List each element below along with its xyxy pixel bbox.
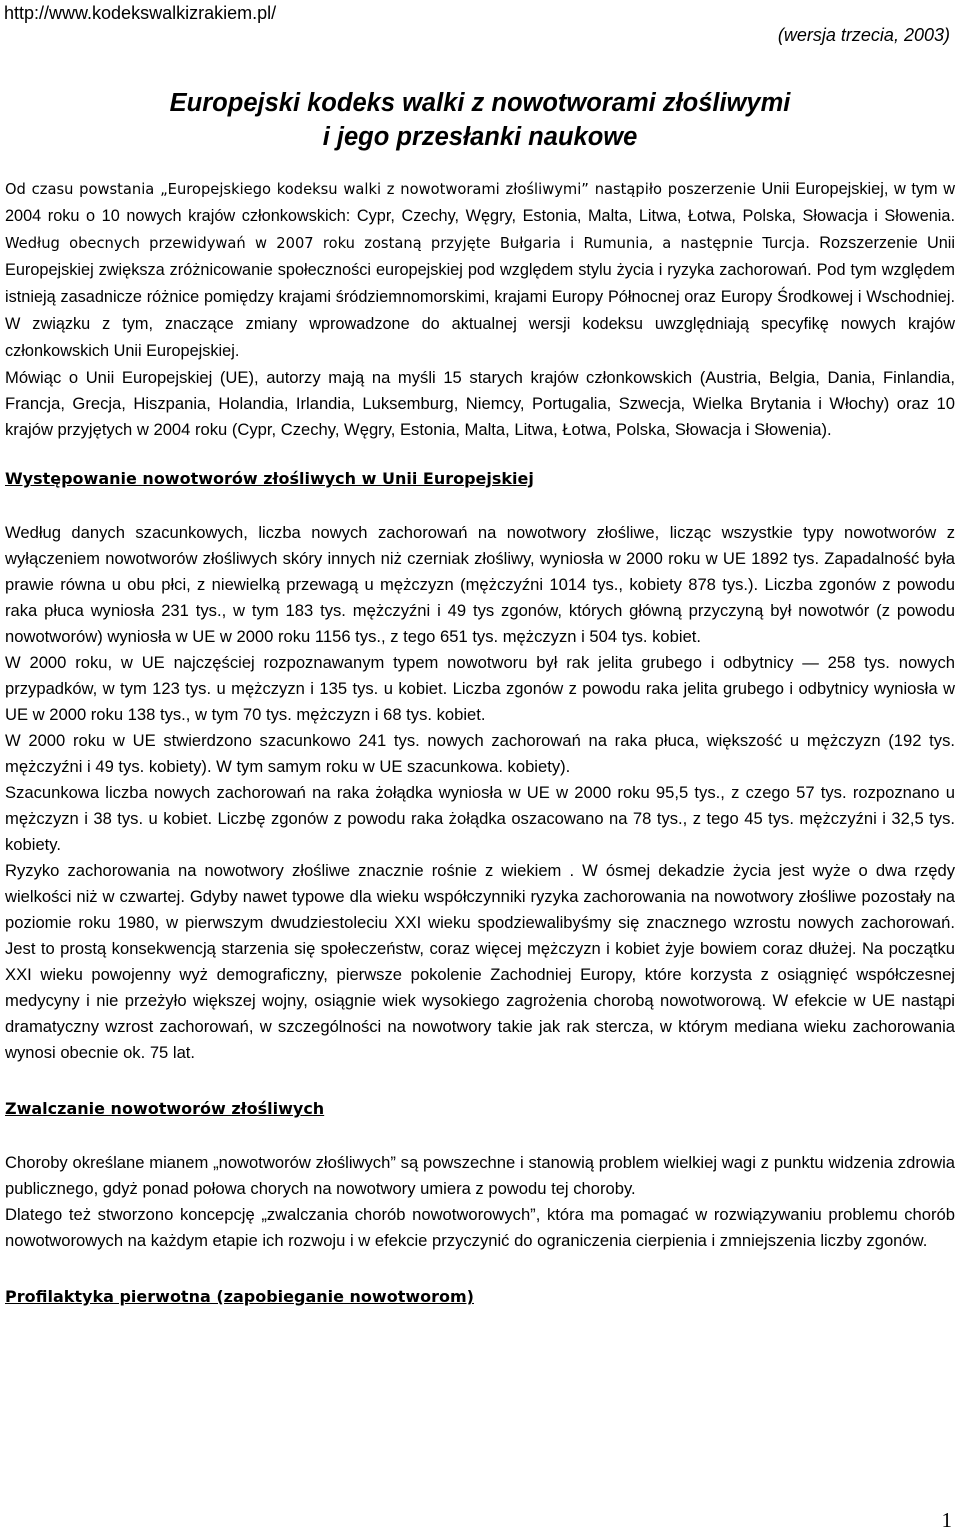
document-title <box>0 86 960 154</box>
spacer <box>5 1122 955 1150</box>
intro-paragraph-eu: Mówiąc o Unii Europejskiej (UE), autorzy mają na myśli 15 starych krajów członkowskich (Austria, Belgia, Dania, Finlandia, Francja, Grecja, Hiszpania, Holandia, Irlandia, Luksemburg, Niemcy, Portugalia, Szwecja, Wielka Brytania i Włochy) oraz 10 krajów przyjętych w 2004 roku (Cypr, Czechy, Węgry, Estonia, Malta, Litwa, Łotwa, Polska, Słowacja i Słowenia). <box>5 368 955 439</box>
spacer <box>5 1254 955 1284</box>
section-heading-occurrence: Występowanie nowotworów złośliwych w Unii Europejskiej <box>5 469 534 488</box>
title-line-2: i jego przesłanki naukowe <box>322 123 638 151</box>
intro-sentence-3: Według obecnych przewidywań w 2007 roku zostaną przyjęte Bułgaria i Rumunia, a następnie Turcja. <box>5 235 810 252</box>
document-body <box>5 176 955 1310</box>
page-number: 1 <box>941 1508 952 1532</box>
occurrence-paragraph-2: W 2000 roku, w UE najczęściej rozpoznawanym typem nowotworu był rak jelita grubego i odbytnicy — 258 tys. nowych przypadków, w tym 123 tys. u mężczyzn i 135 tys. u kobiet. Liczba zgonów z powodu raka jelita grubego i odbytnicy wyniosła w UE w 2000 roku 138 tys., w tym 70 tys. mężczyzn i 68 tys. kobiet. <box>5 653 955 724</box>
occurrence-paragraph-4: Szacunkowa liczba nowych zachorowań na raka żołądka wyniosła w UE w 2000 roku 95,5 tys., z czego 57 tys. rozpoznano u mężczyzn i 38 tys. u kobiet. Liczbę zgonów z powodu raka żołądka oszacowano na 78 tys., z tego 45 tys. mężczyźni i 32,5 tys. kobiety. <box>5 783 955 854</box>
control-paragraph-2: Dlatego też stworzono koncepcję „zwalczania chorób nowotworowych”, która ma pomagać w rozwiązywaniu problemu chorób nowotworowych na każdym etapie ich rozwoju i w efekcie przyczynić do ograniczenia cierpienia i zmniejszenia liczby zgonów. <box>5 1205 955 1250</box>
occurrence-paragraph-5: Ryzyko zachorowania na nowotwory złośliwe znacznie rośnie z wiekiem . W ósmej dekadzie życia jest wyże o dwa rzędy wielkości niż w czwartej. Gdyby nawet typowe dla wieku współczynniki ryzyka zachorowania na nowotwory złośliwe pozostały na poziomie roku 1980, w pierwszym dwudziestoleciu XXI wieku spodziewalibyśmy się znacznego wzrostu nowych zachorowań. Jest to prostą konsekwencją starzenia się społeczeństw, coraz więcej mężczyzn i kobiet żyje bowiem coraz dłużej. Na początku XXI wieku powojenny wyż demograficzny, pierwsze pokolenie Zachodniej Europy, które korzysta z osiągnięć współczesnej medycyny i nie przeżyło większej wojny, osiągnie wiek wysokiego zagrożenia chorobą nowotworową. W efekcie w UE nastąpi dramatyczny wzrost zachorowań, w szczególności na nowotwory takie jak rak stercza, w którym mediana wieku zachorowania wynosi obecnie ok. 75 lat. <box>5 861 955 1062</box>
occurrence-paragraph-1: Według danych szacunkowych, liczba nowych zachorowań na nowotwory złośliwe, licząc wszystkie typy nowotworów z wyłączeniem nowotworów złośliwych skóry innych niż czerniak złośliwy, wyniosła w 2000 roku w UE 1892 tys. Zapadalność była prawie równa u obu płci, z niewielką przewagą u mężczyzn (mężczyźni 1014 tys., kobiety 878 tys.). Liczba zgonów z powodu raka płuca wyniosła 231 tys., w tym 183 tys. mężczyźni i 49 tys zgonów, których główną przyczyną był nowotwór (z powodu nowotworów) wyniosła w UE w 2000 roku 1156 tys., z tego 651 tys. mężczyzn i 504 tys. kobiet. <box>5 523 955 646</box>
source-url[interactable]: http://www.kodekswalkizrakiem.pl/ <box>4 3 277 23</box>
section-heading-prevention: Profilaktyka pierwotna (zapobieganie nowotworom) <box>5 1287 474 1306</box>
intro-sentence-1: Od czasu powstania „Europejskiego kodeksu walki z nowotworami złośliwymi” nastąpiło poszerzenie <box>5 181 756 198</box>
intro-sentence-2: Unii Europejskiej, w tym w 2004 roku o 10 nowych krajów członkowskich: Cypr, Czechy, Węgry, Estonia, Malta, Litwa, Łotwa, Polska, Słowacja i Słowenia. <box>5 180 955 225</box>
occurrence-paragraph-3: W 2000 roku w UE stwierdzono szacunkowo 241 tys. nowych zachorowań na raka płuca, większość u mężczyzn (192 tys. mężczyźni i 49 tys. kobiety). W tym samym roku w UE szacunkowa. kobiety). <box>5 731 955 776</box>
spacer <box>5 492 955 520</box>
edition-note: (wersja trzecia, 2003) <box>777 25 950 45</box>
intro-sentence-4: Rozszerzenie Unii Europejskiej zwiększa zróżnicowanie społeczności europejskiej pod względem stylu życia i ryzyka zachorowań. Pod tym względem istnieją zasadnicze różnice pomiędzy krajami śródziemnomorskimi, krajami Europy Północnej oraz Europy Środkowej i Wschodniej. W związku z tym, znaczące zmiany wprowadzone do aktualnej wersji kodeksu uwzględniają specyfikę nowych krajów członkowskich Unii Europejskiej. <box>5 234 955 360</box>
intro-paragraph <box>5 176 955 365</box>
spacer <box>5 1066 955 1096</box>
section-heading-control: Zwalczanie nowotworów złośliwych <box>5 1099 325 1118</box>
title-line-1: Europejski kodeks walki z nowotworami złośliwymi <box>169 89 791 117</box>
control-paragraph-1: Choroby określane mianem „nowotworów złośliwych” są powszechne i stanowią problem wielkiej wagi z punktu widzenia zdrowia publicznego, gdyż ponad połowa chorych na nowotwory umiera z powodu tej choroby. <box>5 1153 955 1198</box>
